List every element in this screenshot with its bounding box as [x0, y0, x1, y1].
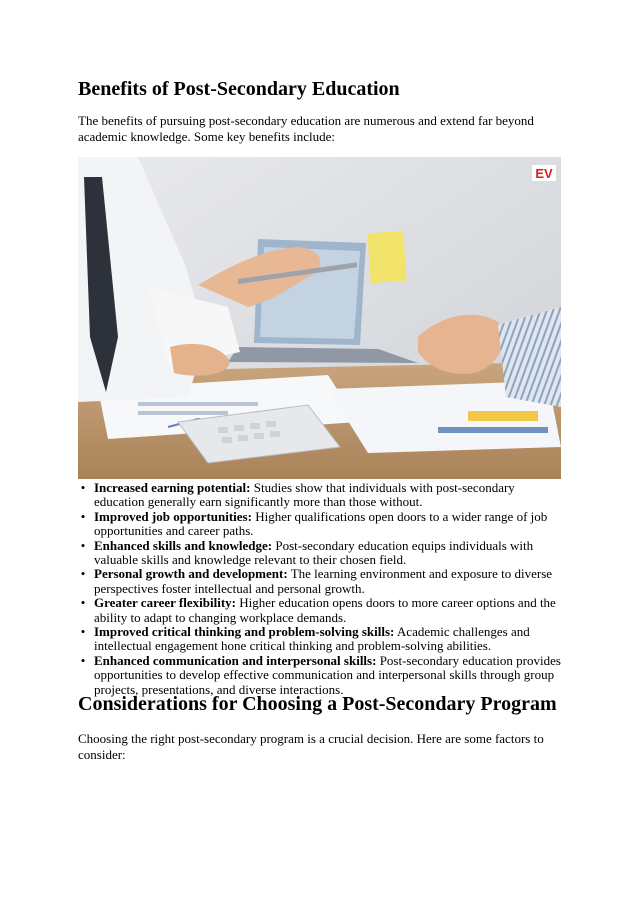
- bullet-icon: •: [80, 624, 86, 640]
- list-item: • Greater career flexibility: Higher education opens doors to more career options and the ability to adapt to changing workplace demands.: [78, 596, 566, 625]
- list-item: • Increased earning potential: Studies show that individuals with post-secondary education generally earn significantly more than those without.: [78, 481, 566, 510]
- list-item: • Enhanced skills and knowledge: Post-secondary education equips individuals with valuable skills and knowledge relevant to their chosen field.: [78, 539, 566, 568]
- business-meeting-photo: [78, 157, 561, 479]
- list-item: • Enhanced communication and interpersonal skills: Post-secondary education provides opportunities to develop effective communication and interpersonal skills through group projects, presentations, and diverse interactions.: [78, 654, 566, 697]
- page-title: Benefits of Post-Secondary Education: [78, 78, 400, 100]
- benefits-list: [78, 481, 566, 697]
- bullet-icon: •: [80, 480, 86, 495]
- list-item: • Improved job opportunities: Higher qualifications open doors to a wider range of job opportunities and career paths.: [78, 510, 566, 539]
- section-intro-paragraph: Choosing the right post-secondary program is a crucial decision. Here are some factors to consider:: [78, 731, 544, 762]
- svg-text:EV: EV: [535, 166, 553, 181]
- bullet-icon: •: [80, 537, 86, 553]
- intro-paragraph: The benefits of pursuing post-secondary education are numerous and extend far beyond academic knowledge. Some key benefits include:: [78, 113, 534, 144]
- bullet-icon: •: [80, 566, 86, 582]
- sticky-note: [367, 231, 406, 283]
- section-title: Considerations for Choosing a Post-Secondary Program: [78, 693, 557, 715]
- bullet-icon: •: [80, 595, 86, 611]
- list-item: • Improved critical thinking and problem-solving skills: Academic challenges and intellectual engagement hone critical thinking and problem-solving abilities.: [78, 625, 566, 654]
- list-item: • Personal growth and development: The learning environment and exposure to diverse perspectives foster intellectual and personal growth.: [78, 567, 566, 596]
- bullet-icon: •: [80, 652, 86, 668]
- bullet-icon: •: [80, 508, 86, 524]
